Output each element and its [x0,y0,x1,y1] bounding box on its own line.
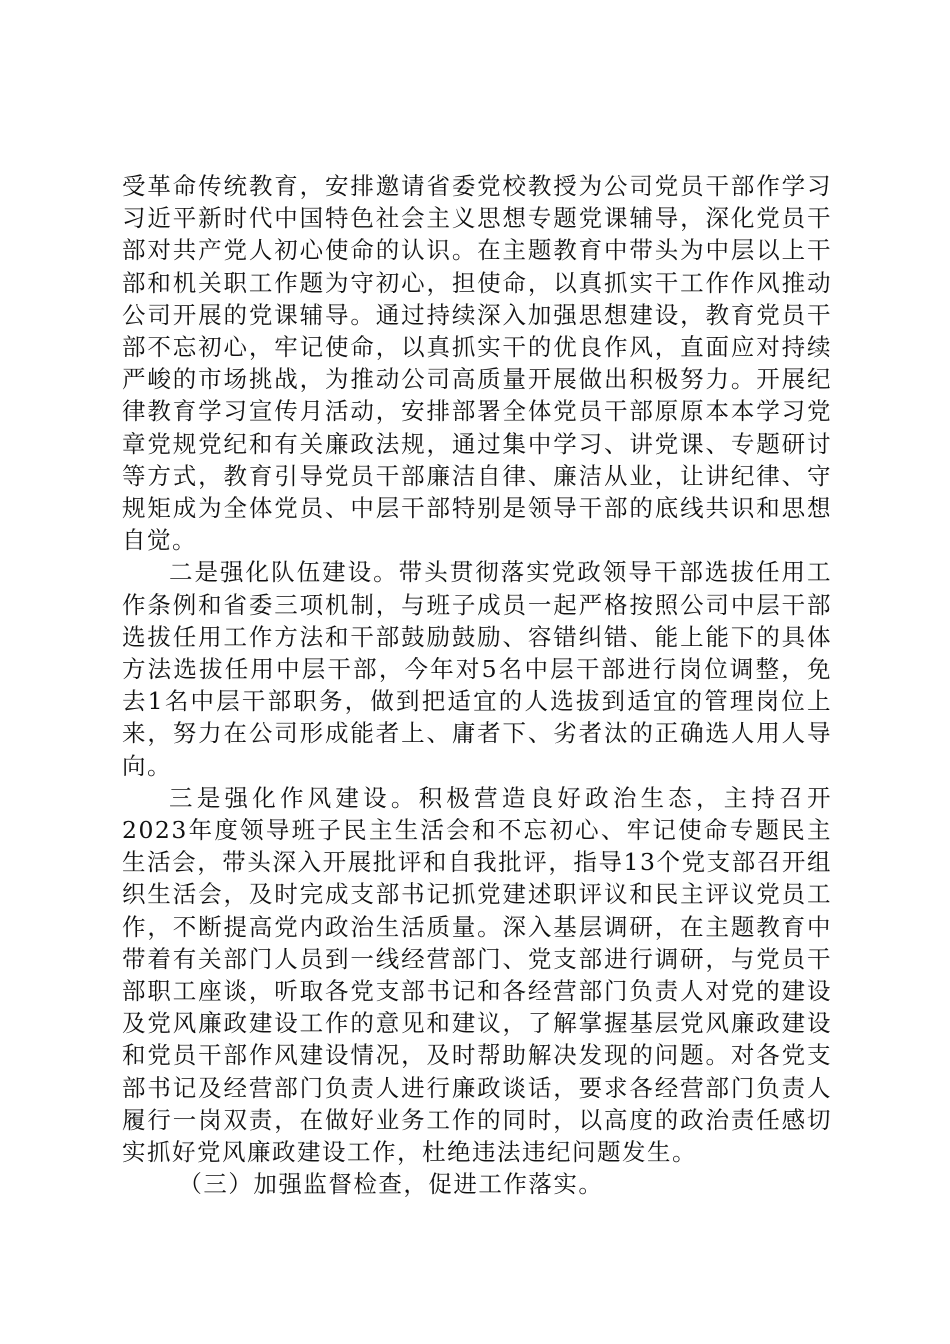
document-page [122,170,832,1201]
section-heading: （三）加强监督检查，促进工作落实。 [178,1170,604,1199]
paragraph-continuation: 受革命传统教育，安排邀请省委党校教授为公司党员干部作学习习近平新时代中国特色社会主义思想专题党课辅导，深化党员干部对共产党人初心使命的认识。在主题教育中带头为中层以上干部和机关职工作题为守初心，担使命，以真抓实干工作作风推动公司开展的党课辅导。通过持续深入加强思想建设，教育党员干部不忘初心，牢记使命，以真抓实干的优良作风，直面应对持续严峻的市场挑战，为推动公司高质量开展做出积极努力。开展纪律教育学习宣传月活动，安排部署全体党员干部原原本本学习党章党规党纪和有关廉政法规，通过集中学习、讲党课、专题研讨等方式，教育引导党员干部廉洁自律、廉洁从业，让讲纪律、守规矩成为全体党员、中层干部特别是领导干部的底线共识和思想自觉。 [122,172,832,555]
paragraph-style-building: 三是强化作风建设。积极营造良好政治生态，主持召开2023年度领导班子民主生活会和不忘初心、牢记使命专题民主生活会，带头深入开展批评和自我批评，指导13个党支部召开组织生活会，及时完成支部书记抓党建述职评议和民主评议党员工作，不断提高党内政治生活质量。深入基层调研，在主题教育中带着有关部门人员到一线经营部门、党支部进行调研，与党员干部职工座谈，听取各党支部书记和各经营部门负责人对党的建设及党风廉政建设工作的意见和建议，了解掌握基层党风廉政建设和党员干部作风建设情况，及时帮助解决发现的问题。对各党支部书记及经营部门负责人进行廉政谈话，要求各经营部门负责人履行一岗双责，在做好业务工作的同时，以高度的政治责任感切实抓好党风廉政建设工作，杜绝违法违纪问题发生。 [122,783,832,1167]
paragraph-team-building: 二是强化队伍建设。带头贯彻落实党政领导干部选拔任用工作条例和省委三项机制，与班子成员一起严格按照公司中层干部选拔任用工作方法和干部鼓励鼓励、容错纠错、能上能下的具体方法选拔任用中层干部，今年对5名中层干部进行岗位调整，免去1名中层干部职务，做到把适宜的人选拔到适宜的管理岗位上来，努力在公司形成能者上、庸者下、劣者汰的正确选人用人导向。 [122,558,832,780]
